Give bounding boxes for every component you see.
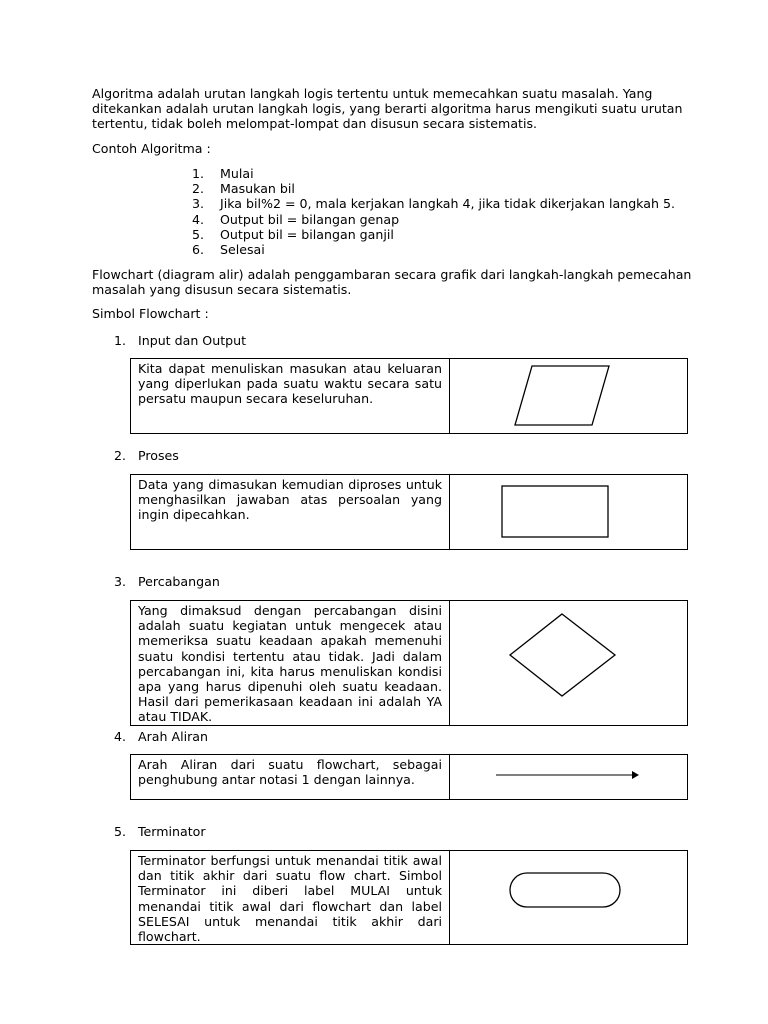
symbol-table-input-output bbox=[130, 358, 688, 434]
symbol-shape-cell bbox=[450, 755, 688, 800]
list-item bbox=[192, 181, 675, 196]
symbol-table-proses bbox=[130, 474, 688, 550]
step-text: Mulai bbox=[220, 166, 254, 181]
symbol-description-cell bbox=[131, 475, 450, 550]
contoh-algoritma-heading: Contoh Algoritma : bbox=[92, 141, 211, 156]
section-heading-input-output bbox=[114, 333, 246, 348]
list-item bbox=[192, 212, 675, 227]
section-title: Input dan Output bbox=[138, 333, 247, 348]
intro-paragraph: Algoritma adalah urutan langkah logis tertentu untuk memecahkan suatu masalah. Yang ditekankan adalah urutan langkah logis, yang berarti algoritma harus mengikuti suatu urutan tertentu, tidak boleh melompat-lompat dan disusun secara sistematis. bbox=[92, 86, 683, 132]
step-number: 5. bbox=[192, 226, 205, 242]
simbol-flowchart-heading: Simbol Flowchart : bbox=[92, 306, 209, 321]
step-number: 2. bbox=[192, 181, 205, 197]
step-text: Masukan bil bbox=[220, 181, 295, 197]
diamond-icon bbox=[450, 601, 687, 713]
list-item bbox=[192, 227, 675, 242]
symbol-description-cell bbox=[131, 601, 450, 726]
section-number: 2. bbox=[114, 448, 127, 463]
symbol-shape-cell bbox=[450, 359, 688, 434]
symbol-table-terminator bbox=[130, 850, 688, 945]
section-title: Terminator bbox=[138, 824, 206, 839]
symbol-description: Terminator berfungsi untuk menandai titik awal dan titik akhir dari suatu flow chart. Simbol Terminator ini diberi label MULAI untuk menandai titik awal dari flowchart dan label SELESAI untuk menandai titik akhir dari flowchart. bbox=[138, 853, 442, 945]
step-text: Output bil = bilangan ganjil bbox=[220, 226, 394, 242]
symbol-shape-cell bbox=[450, 475, 688, 550]
section-heading-percabangan bbox=[114, 574, 220, 589]
section-heading-proses bbox=[114, 448, 179, 463]
rectangle-icon bbox=[450, 475, 687, 549]
parallelogram-icon bbox=[450, 359, 687, 433]
section-number: 5. bbox=[114, 824, 127, 839]
section-number: 3. bbox=[114, 574, 127, 589]
step-number: 1. bbox=[192, 166, 205, 181]
step-text: Selesai bbox=[220, 241, 265, 257]
step-text: Jika bil%2 = 0, mala kerjakan langkah 4, jika tidak dikerjakan langkah 5. bbox=[220, 196, 675, 212]
section-title: Arah Aliran bbox=[138, 729, 208, 744]
terminator-icon bbox=[450, 851, 687, 935]
symbol-table-arah-aliran bbox=[130, 754, 688, 800]
step-number: 6. bbox=[192, 241, 205, 257]
section-heading-terminator bbox=[114, 824, 206, 839]
symbol-table-percabangan bbox=[130, 600, 688, 726]
symbol-description-cell bbox=[131, 359, 450, 434]
list-item bbox=[192, 242, 675, 257]
step-text: Output bil = bilangan genap bbox=[220, 211, 400, 227]
list-item bbox=[192, 166, 675, 181]
symbol-description-cell bbox=[131, 851, 450, 945]
symbol-shape-cell bbox=[450, 601, 688, 726]
symbol-shape-cell bbox=[450, 851, 688, 945]
section-heading-arah-aliran bbox=[114, 729, 208, 744]
step-number: 3. bbox=[192, 196, 205, 212]
flowchart-definition: Flowchart (diagram alir) adalah penggambaran secara grafik dari langkah-langkah pemecahan masalah yang disusun secara sistematis. bbox=[92, 267, 692, 298]
section-title: Percabangan bbox=[138, 574, 220, 589]
section-number: 4. bbox=[114, 729, 127, 744]
symbol-description: Data yang dimasukan kemudian diproses untuk menghasilkan jawaban atas persoalan yang ingin dipecahkan. bbox=[138, 477, 442, 523]
section-title: Proses bbox=[138, 448, 179, 463]
algorithm-steps-list bbox=[192, 166, 675, 257]
symbol-description: Arah Aliran dari suatu flowchart, sebagai penghubung antar notasi 1 dengan lainnya. bbox=[138, 757, 442, 788]
symbol-description: Yang dimaksud dengan percabangan disini adalah suatu kegiatan untuk mengecek atau memeriksa suatu keadaan apakah memenuhi suatu kondisi tertentu atau tidak. Jadi dalam percabangan ini, kita harus menuliskan kondisi apa yang harus dipenuhi oleh suatu keadaan. Hasil dari pemerikasaan keadaan ini adalah YA atau TIDAK. bbox=[138, 603, 442, 725]
symbol-description-cell bbox=[131, 755, 450, 800]
step-number: 4. bbox=[192, 211, 205, 227]
arrow-right-icon bbox=[450, 755, 687, 799]
symbol-description: Kita dapat menuliskan masukan atau keluaran yang diperlukan pada suatu waktu secara satu persatu maupun secara keseluruhan. bbox=[138, 361, 442, 407]
section-number: 1. bbox=[114, 333, 127, 348]
list-item bbox=[192, 196, 675, 211]
